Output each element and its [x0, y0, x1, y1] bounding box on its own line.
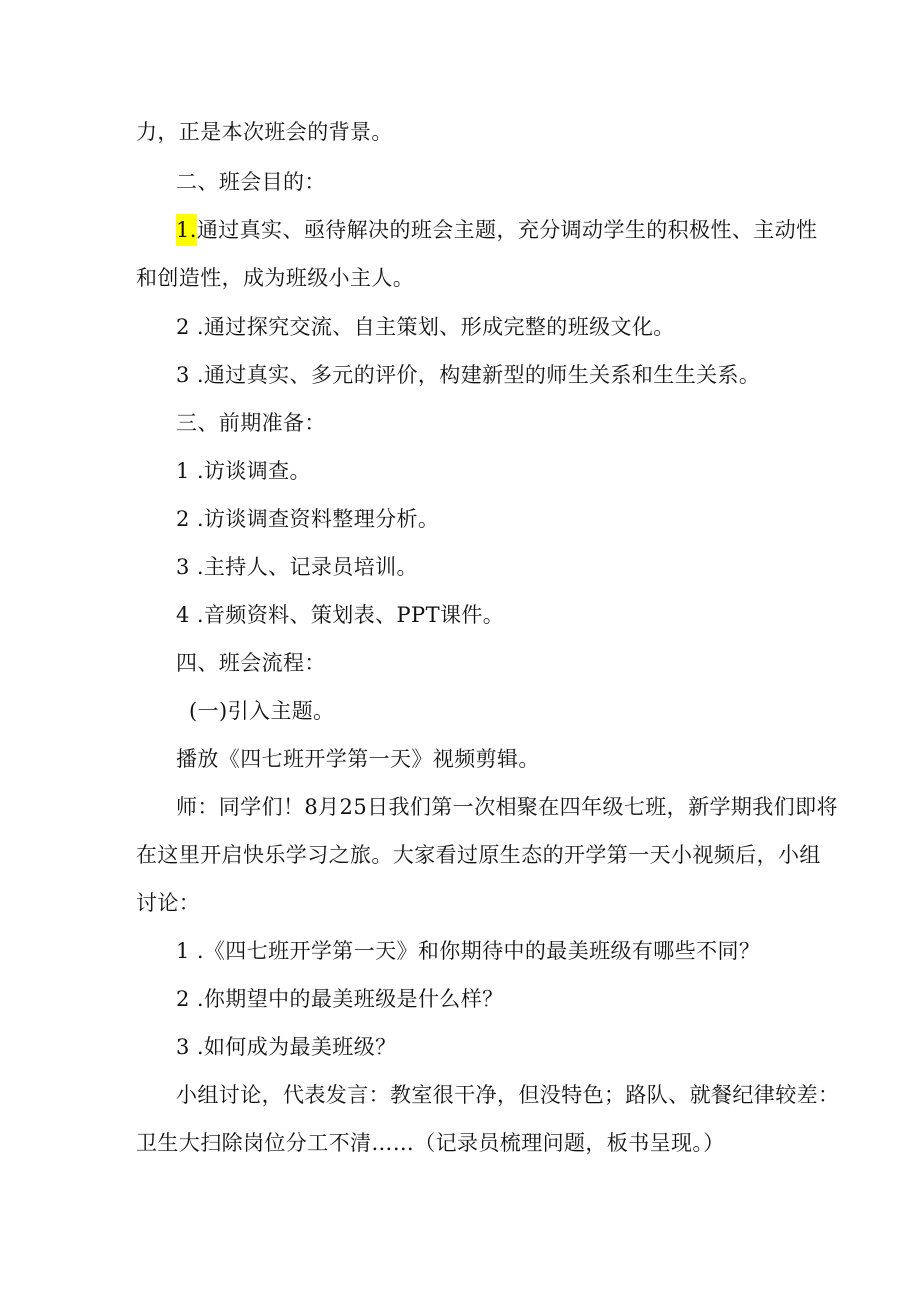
- subsection-heading-intro: (一)引入主题。: [189, 699, 335, 723]
- teacher-speech-line-1: 师：同学们！8月25日我们第一次相聚在四年级七班，新学期我们即将: [176, 795, 838, 819]
- discussion-question-3: 3 .如何成为最美班级？: [176, 1035, 397, 1059]
- prep-item-1: 1 .访谈调查。: [176, 459, 311, 483]
- section-heading-process: 四、班会流程：: [176, 651, 326, 675]
- group-discussion-line-1: 小组讨论，代表发言：教室很干净，但没特色；路队、就餐纪律较差：: [176, 1083, 840, 1107]
- highlighted-number: 1.: [176, 214, 197, 246]
- teacher-speech-line-2: 在这里开启快乐学习之旅。大家看过原生态的开学第一天小视频后，小组: [136, 843, 821, 867]
- paragraph-video: 播放《四七班开学第一天》视频剪辑。: [176, 747, 540, 771]
- group-discussion-line-2: 卫生大扫除岗位分工不清……（记录员梳理问题，板书呈现。）: [136, 1131, 725, 1155]
- teacher-speech-line-3: 讨论：: [136, 891, 201, 915]
- goal-item-2: 2 .通过探究交流、自主策划、形成完整的班级文化。: [176, 315, 675, 339]
- prep-item-4: 4 .音频资料、策划表、PPT课件。: [176, 603, 505, 627]
- discussion-question-2: 2 .你期望中的最美班级是什么样？: [176, 987, 504, 1011]
- prep-item-2: 2 .访谈调查资料整理分析。: [176, 507, 440, 531]
- section-heading-goals: 二、班会目的：: [176, 170, 326, 194]
- prep-item-3: 3 .主持人、记录员培训。: [176, 555, 418, 579]
- discussion-question-1: 1 .《四七班开学第一天》和你期待中的最美班级有哪些不同？: [176, 939, 761, 963]
- goal-item-1-text: 通过真实、亟待解决的班会主题，充分调动学生的积极性、主动性: [196, 218, 818, 242]
- section-heading-preparation: 三、前期准备：: [176, 411, 326, 435]
- goal-item-1-continuation: 和创造性，成为班级小主人。: [136, 266, 415, 290]
- paragraph-background-end: 力，正是本次班会的背景。: [136, 120, 393, 144]
- goal-item-3: 3 .通过真实、多元的评价，构建新型的师生关系和生生关系。: [176, 363, 761, 387]
- goal-item-1: [176, 216, 817, 244]
